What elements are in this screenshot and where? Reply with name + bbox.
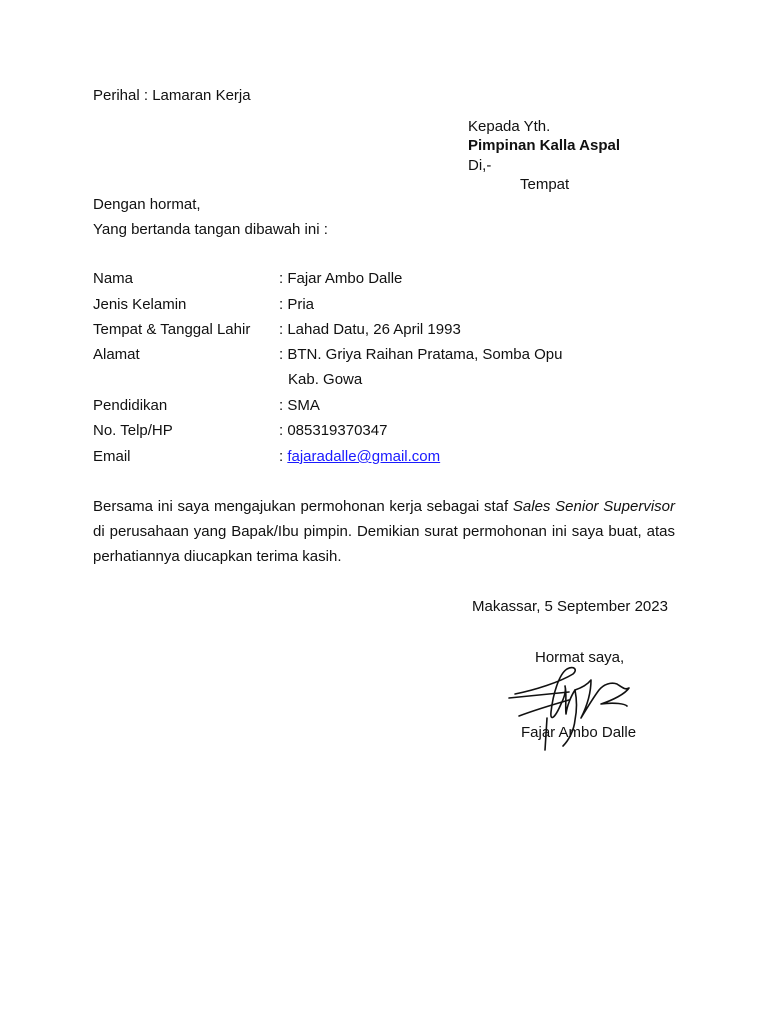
closing-regards: Hormat saya, — [535, 649, 625, 666]
body-text-part2: di perusahaan yang Bapak/Ibu pimpin. Demikian surat permohonan ini saya buat, atas perhatiannya diucapkan terima kasih. — [93, 523, 675, 565]
detail-label-jenis-kelamin: Jenis Kelamin — [93, 296, 187, 313]
recipient-place: Tempat — [520, 176, 570, 193]
body-paragraph — [93, 494, 675, 569]
position-title: Sales Senior Supervisor — [512, 498, 675, 515]
detail-value-alamat-line2: Kab. Gowa — [288, 371, 363, 388]
intro-line: Yang bertanda tangan dibawah ini : — [93, 221, 328, 238]
email-prefix: : — [279, 448, 288, 465]
detail-value-ttl: : Lahad Datu, 26 April 1993 — [279, 321, 461, 338]
place-date: Makassar, 5 September 2023 — [472, 598, 668, 615]
salutation: Dengan hormat, — [93, 196, 201, 213]
detail-value-alamat: : BTN. Griya Raihan Pratama, Somba Opu — [279, 346, 563, 363]
detail-label-alamat: Alamat — [93, 346, 140, 363]
detail-label-ttl: Tempat & Tanggal Lahir — [93, 321, 251, 338]
detail-label-email: Email — [93, 448, 131, 465]
detail-value-nama: : Fajar Ambo Dalle — [279, 270, 403, 287]
recipient-di: Di,- — [468, 157, 492, 174]
detail-label-telp: No. Telp/HP — [93, 422, 173, 439]
subject-line: Perihal : Lamaran Kerja — [93, 87, 251, 104]
detail-value-email — [279, 448, 440, 466]
signature-name: Fajar Ambo Dalle — [521, 724, 637, 741]
detail-value-pendidikan: : SMA — [279, 397, 320, 414]
detail-value-telp: : 085319370347 — [279, 422, 388, 439]
detail-value-jenis-kelamin: : Pria — [279, 296, 315, 313]
recipient-greeting: Kepada Yth. — [468, 118, 551, 135]
email-link[interactable]: fajaradalle@gmail.com — [287, 448, 441, 465]
detail-label-nama: Nama — [93, 270, 134, 287]
detail-label-pendidikan: Pendidikan — [93, 397, 168, 414]
recipient-name: Pimpinan Kalla Aspal — [468, 137, 620, 154]
handwritten-signature — [505, 660, 640, 770]
body-text-part1: Bersama ini saya mengajukan permohonan kerja sebagai staf — [93, 498, 513, 515]
